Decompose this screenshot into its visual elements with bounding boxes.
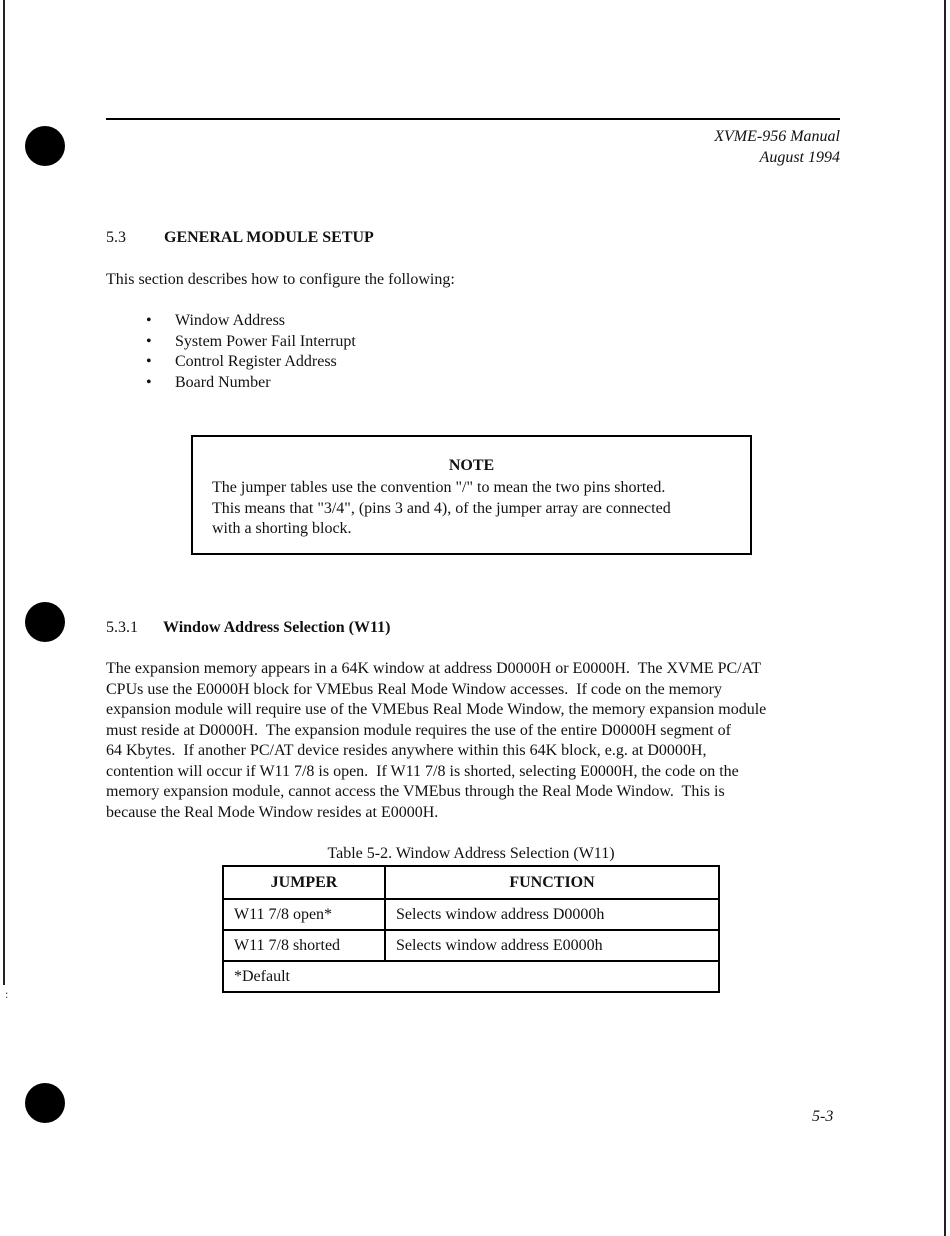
list-item: • System Power Fail Interrupt (146, 332, 356, 353)
page-number: 5-3 (812, 1108, 834, 1125)
header-manual-title: XVME-956 Manual (714, 128, 840, 145)
jumper-table (222, 865, 720, 993)
punch-hole-top (25, 126, 65, 166)
note-line: This means that "3/4", (pins 3 and 4), of the jumper array are connected (212, 499, 671, 517)
scan-edge-right (944, 0, 946, 1236)
note-title: NOTE (448, 457, 495, 474)
column-header-function: FUNCTION (385, 866, 719, 899)
paragraph-line: must reside at D0000H. The expansion module requires the use of the entire D0000H segment of (106, 721, 731, 739)
bullet-icon: • (146, 353, 152, 370)
punch-hole-bottom (25, 1083, 65, 1123)
table-cell: Selects window address D0000h (385, 899, 719, 930)
body-paragraph (106, 659, 846, 823)
table-header-row (223, 866, 719, 899)
list-item: • Control Register Address (146, 352, 356, 373)
table-footnote-row (223, 961, 719, 992)
config-list (146, 311, 356, 393)
paragraph-line: memory expansion module, cannot access the VMEbus through the Real Mode Window. This is (106, 783, 725, 800)
header-date: August 1994 (759, 149, 840, 166)
table-row (223, 930, 719, 961)
table-row (223, 899, 719, 930)
table-caption: Table 5-2. Window Address Selection (W11) (327, 845, 615, 862)
punch-hole-middle (25, 602, 65, 642)
bullet-icon: • (146, 312, 152, 329)
table-cell: W11 7/8 open* (223, 899, 385, 930)
paragraph-line: The expansion memory appears in a 64K window at address D0000H or E0000H. The XVME PC/AT (106, 660, 762, 677)
table-cell: W11 7/8 shorted (223, 930, 385, 961)
intro-text: This section describes how to configure the following: (106, 271, 455, 288)
list-item: • Board Number (146, 373, 356, 394)
table-cell: Selects window address E0000h (385, 930, 719, 961)
column-header-jumper: JUMPER (223, 866, 385, 899)
subsection-title: Window Address Selection (W11) (163, 619, 391, 636)
note-line: with a shorting block. (212, 520, 352, 537)
list-item: • Window Address (146, 311, 356, 332)
paragraph-line: CPUs use the E0000H block for VMEbus Real Mode Window accesses. If code on the memory (106, 680, 722, 698)
table-footnote: *Default (223, 961, 719, 992)
scan-edge-left (3, 0, 5, 985)
note-text (212, 478, 742, 540)
scan-edge-marks: : (5, 987, 9, 1001)
section-title: GENERAL MODULE SETUP (164, 229, 374, 246)
paragraph-line: 64 Kbytes. If another PC/AT device resides anywhere within this 64K block, e.g. at D0000H, (106, 742, 707, 759)
bullet-icon: • (146, 332, 152, 350)
subsection-number: 5.3.1 (106, 619, 138, 636)
paragraph-line: contention will occur if W11 7/8 is open. If W11 7/8 is shorted, selecting E0000H, the code on the (106, 762, 739, 780)
note-box (191, 435, 752, 555)
paragraph-line: because the Real Mode Window resides at E0000H. (106, 803, 439, 821)
note-line: The jumper tables use the convention "/" to mean the two pins shorted. (212, 479, 666, 496)
paragraph-line: expansion module will require use of the VMEbus Real Mode Window, the memory expansion module (106, 701, 767, 718)
section-number: 5.3 (106, 229, 126, 246)
bullet-icon: • (146, 373, 152, 391)
header-rule (106, 118, 840, 120)
